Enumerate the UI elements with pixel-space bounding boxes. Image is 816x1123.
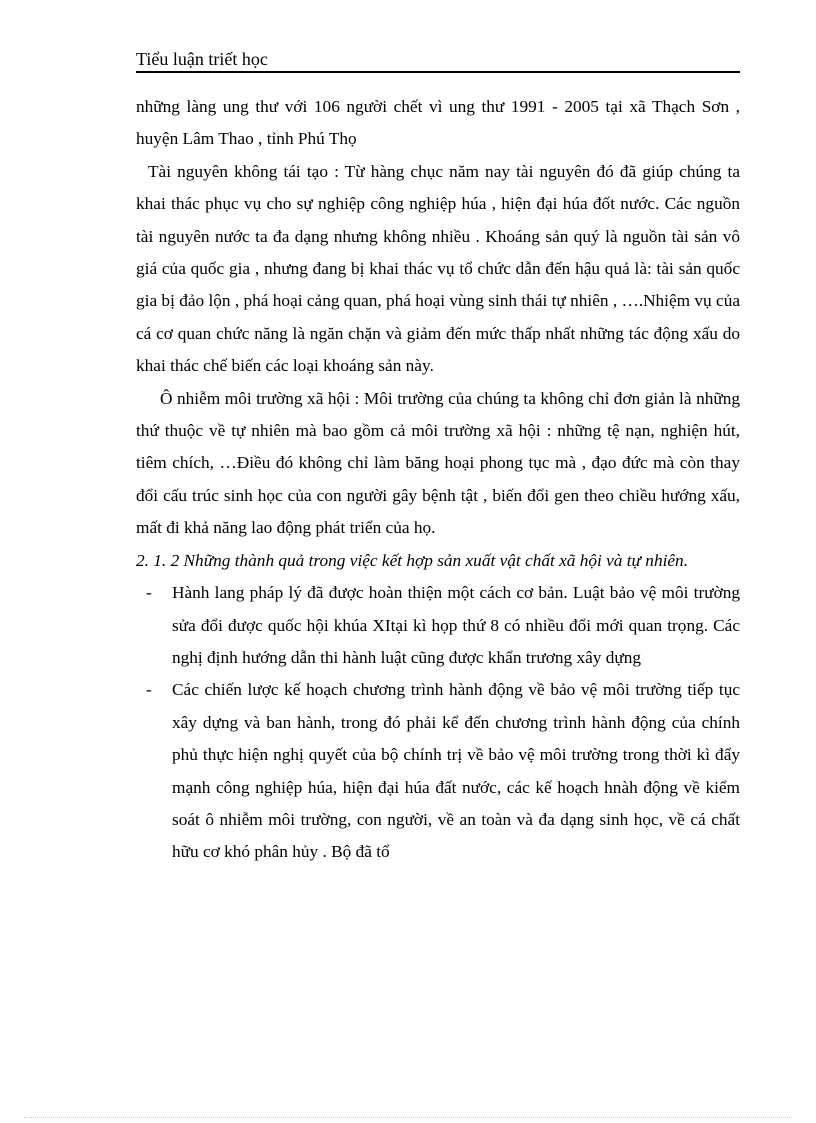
paragraph-continuation: những làng ung thư với 106 người chết vì ung thư 1991 - 2005 tại xã Thạch Sơn , huyện Lâm Thao , tỉnh Phú Thọ <box>136 97 740 149</box>
bullet-marker: - <box>146 680 152 700</box>
bullet-text: Hành lang pháp lý đã được hoàn thiện một cách cơ bản. Luật bảo vệ môi trường sửa đổi được quốc hội khúa XItại kì họp thứ 8 có nhiều đổi mới quan trọng. Các nghị định hướng dẫn thi hành luật cũng được khẩn trương xây dựng <box>172 583 740 667</box>
section-heading: 2. 1. 2 Những thành quả trong việc kết hợp sản xuất vật chất xã hội và tự nhiên. <box>136 550 689 570</box>
header-rule <box>136 71 740 73</box>
bullet-marker: - <box>146 583 152 603</box>
bullet-list <box>136 577 740 869</box>
page-bottom-border <box>24 1117 792 1118</box>
bullet-text: Các chiến lược kế hoạch chương trình hành động về bảo vệ môi trường tiếp tục xây dựng và ban hành, trong đó phải kể đến chương trình hành động của chính phủ thực hiện nghị quyết của bộ chính trị về bảo vệ môi trường trong thời kì đẩy mạnh công nghiệp húa, hiện đại húa đất nước, các kế hoạch hnàh động về kiểm soát ô nhiễm môi trường, con người, về an toàn và đa dạng sinh học, về cá chất hữu cơ khó phân hủy . Bộ đã tổ <box>172 680 740 862</box>
bullet-item <box>136 674 740 868</box>
document-body <box>136 91 740 869</box>
page-header-title: Tiểu luận triết học <box>136 49 268 69</box>
paragraph-social-pollution: Ô nhiễm môi trường xã hội : Môi trường của chúng ta không chỉ đơn giản là những thứ thuộc về tự nhiên mà bao gồm cả môi trường xã hội : những tệ nạn, nghiện hút, tiêm chích, …Điều đó không chỉ làm băng hoại phong tục mà , đạo đức mà còn thay đổi cấu trúc sinh học của con người gây bệnh tật , biến đổi gen theo chiều hướng xấu, mất đi khả năng lao động phát triển của họ. <box>136 388 740 538</box>
paragraph-non-renewable-resources: Tài nguyên không tái tạo : Từ hàng chục năm nay tài nguyên đó đã giúp chúng ta khai thác phục vụ cho sự nghiệp công nghiệp húa , hiện đại húa đốt nước. Các nguồn tài nguyên nước ta đa dạng nhưng không nhiều . Khoáng sản quý là nguồn tài sản vô giá của quốc gia , nhưng đang bị khai thác vụ tổ chức dẫn đến hậu quả là: tài sản quốc gia bị đảo lộn , phá hoại cảng quan, phá hoại vùng sinh thái tự nhiên , ….Nhiệm vụ của cá cơ quan chức năng là ngăn chặn và giảm đến mức thấp nhất những tác động xấu do khai thác chế biến các loại khoáng sản này. <box>136 161 740 376</box>
bullet-item <box>136 577 740 674</box>
